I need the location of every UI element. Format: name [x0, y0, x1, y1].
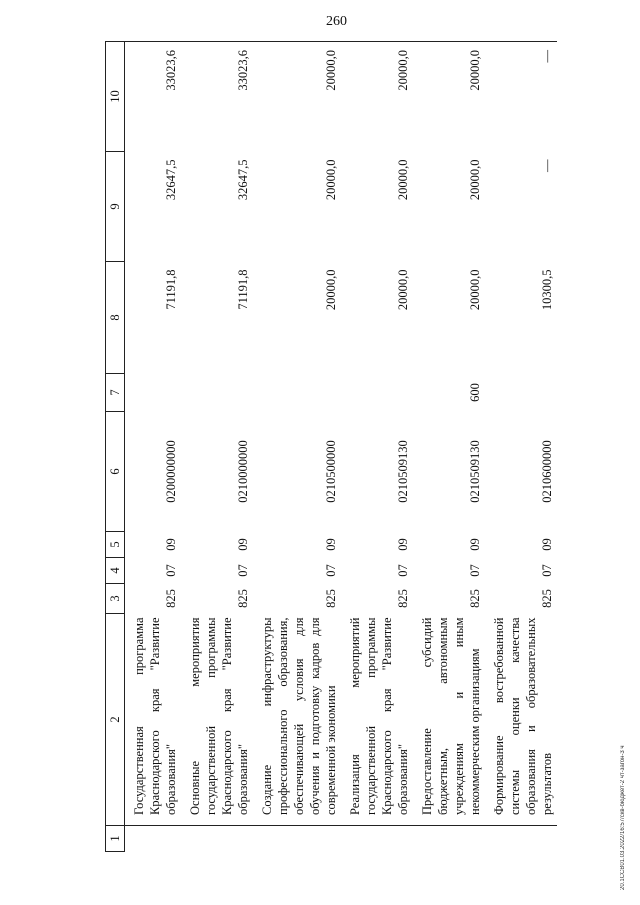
vr-code: [485, 374, 557, 412]
row-number-cell: [485, 826, 557, 852]
header-cell: 8: [106, 262, 125, 374]
pr-code: 09: [236, 538, 250, 551]
row-name: Государственная программа Краснодарского края "Развитие образования": [125, 614, 182, 826]
amount-col8: 71191,8: [236, 269, 250, 310]
amount-col9: 32647,5: [164, 159, 178, 201]
amount-col10: 20000,0: [341, 42, 413, 152]
header-cell: 10: [106, 42, 125, 152]
amount-col10: 33023,6: [181, 42, 253, 152]
row-number-cell: [181, 826, 253, 852]
header-cell: 6: [106, 412, 125, 532]
pr-code: 09: [540, 538, 554, 551]
amount-col10: 33023,6: [125, 42, 182, 152]
row-name: Основные мероприятия государственной программы Краснодарского края "Развитие образования": [181, 614, 253, 826]
header-cell: 9: [106, 152, 125, 262]
budget-table: [105, 41, 557, 852]
ved-code: 825: [540, 589, 554, 608]
pr-code: 09: [468, 538, 482, 551]
pr-code: 09: [164, 538, 178, 551]
table-header-row: [106, 42, 125, 852]
header-cell: 2: [106, 614, 125, 826]
pr-code: 09: [396, 538, 410, 551]
page-number: 260: [326, 14, 347, 29]
rz-code: 07: [236, 564, 250, 577]
rz-code: 07: [324, 564, 338, 577]
amount-col9: —: [540, 159, 554, 172]
amount-col8: 20000,0: [324, 269, 338, 311]
table-row: [253, 42, 341, 852]
csr-code: 0200000000: [164, 440, 178, 503]
amount-col10: —: [485, 42, 557, 152]
amount-col10: 20000,0: [253, 42, 341, 152]
header-cell: 5: [106, 532, 125, 558]
ved-code: 825: [468, 589, 482, 608]
header-cell: 7: [106, 374, 125, 412]
rz-code: 07: [396, 564, 410, 577]
csr-code: 0210500000: [324, 440, 338, 503]
amount-col9: 20000,0: [468, 159, 482, 201]
amount-col8: 71191,8: [164, 269, 178, 310]
row-number-cell: [253, 826, 341, 852]
amount-col8: 20000,0: [468, 269, 482, 311]
ved-code: 825: [164, 589, 178, 608]
vr-code: 600: [468, 383, 482, 402]
csr-code: 0210600000: [540, 440, 554, 503]
header-cell: 3: [106, 584, 125, 614]
rotated-table-wrapper: [105, 42, 605, 852]
row-name: Формирование востребованной системы оценки качества образования и образовательных результатов: [485, 614, 557, 826]
document-id-note: 20.1ССВ01.03.2022/16:57/скв-бюджет-2 чт-загон-3 ч: [620, 745, 626, 890]
csr-code: 0210509130: [468, 440, 482, 503]
table-row: [485, 42, 557, 852]
vr-code: [341, 374, 413, 412]
row-number-cell: [125, 826, 182, 852]
pr-code: 09: [324, 538, 338, 551]
table-row: [341, 42, 413, 852]
row-name: Предоставление субсидий бюджетным, автономным учреждениям и иным некоммерческим организациям: [413, 614, 485, 826]
amount-col9: 20000,0: [396, 159, 410, 201]
amount-col9: 20000,0: [324, 159, 338, 201]
csr-code: 0210509130: [396, 440, 410, 503]
amount-col8: 10300,5: [540, 269, 554, 311]
row-number-cell: [413, 826, 485, 852]
row-name: Реализация мероприятий государственной программы Краснодарского края "Развитие образования": [341, 614, 413, 826]
ved-code: 825: [324, 589, 338, 608]
csr-code: 0210000000: [236, 440, 250, 503]
table-row: [181, 42, 253, 852]
amount-col8: 20000,0: [396, 269, 410, 311]
row-name: Создание инфраструктуры профессионального образования, обеспечивающей условия для обучения и подготовку кадров для современной экономики: [253, 614, 341, 826]
vr-code: [181, 374, 253, 412]
rz-code: 07: [468, 564, 482, 577]
amount-col9: 32647,5: [236, 159, 250, 201]
rz-code: 07: [164, 564, 178, 577]
vr-code: [253, 374, 341, 412]
table-row: [125, 42, 182, 852]
header-cell: 1: [106, 826, 125, 852]
row-number-cell: [341, 826, 413, 852]
rz-code: 07: [540, 564, 554, 577]
table-row: [413, 42, 485, 852]
vr-code: [125, 374, 182, 412]
ved-code: 825: [236, 589, 250, 608]
header-cell: 4: [106, 558, 125, 584]
ved-code: 825: [396, 589, 410, 608]
amount-col10: 20000,0: [413, 42, 485, 152]
